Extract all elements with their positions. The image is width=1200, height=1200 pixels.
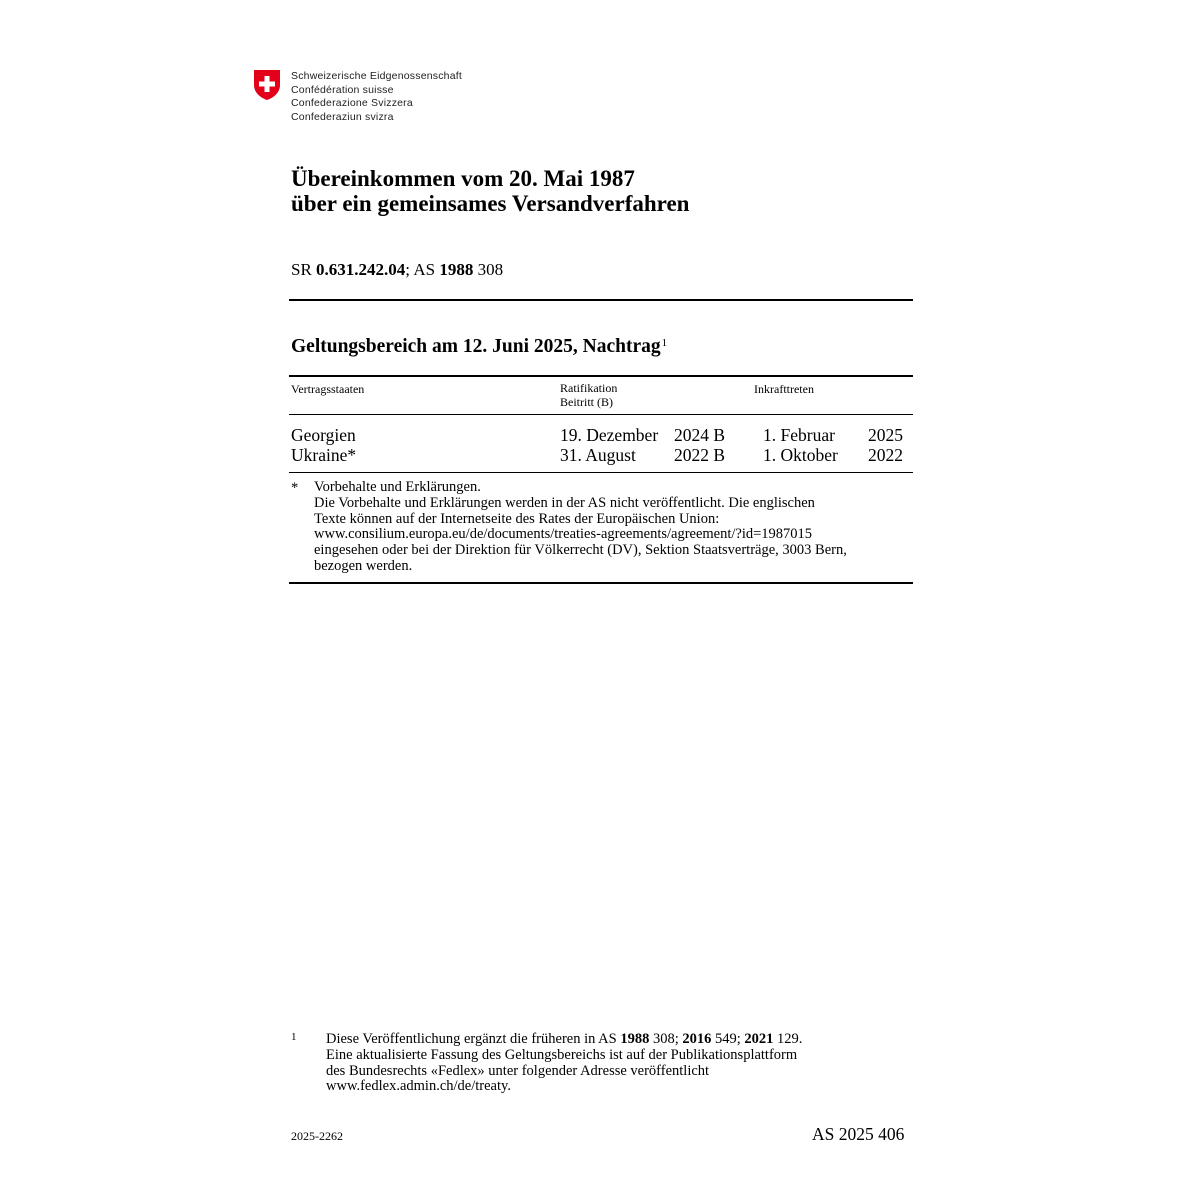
section-divider: [289, 299, 913, 301]
footnote-year-1988: 1988: [620, 1031, 650, 1047]
ratification-header-line-1: Ratifikation: [560, 381, 618, 395]
sr-prefix: SR: [291, 260, 317, 279]
column-header-entry-into-force: Inkrafttreten: [754, 382, 814, 396]
footnote-text-b: 308;: [649, 1031, 683, 1047]
state-name: Georgien: [291, 425, 356, 445]
ratification-year: 2024 B: [674, 425, 726, 445]
note-line: Vorbehalte und Erklärungen.: [314, 479, 481, 495]
note-line: bezogen werden.: [314, 557, 413, 574]
as-page: 308: [473, 260, 504, 279]
ratification-header-line-2: Beitritt (B): [560, 395, 613, 409]
table-top-rule: [289, 375, 913, 377]
confederation-name-de: Schweizerische Eidgenossenschaft: [291, 70, 462, 82]
ratification-date: 31. August: [560, 445, 636, 465]
note-line: eingesehen oder bei der Direktion für Völkerrecht (DV), Sektion Staatsverträge, 3003 Bern,: [314, 542, 847, 559]
column-header-states: Vertragsstaaten: [291, 382, 365, 396]
footnote-line: des Bundesrechts «Fedlex» unter folgender Adresse veröffentlicht: [326, 1062, 710, 1079]
entry-date: 1. Februar: [763, 425, 835, 445]
footnote-text-d: 129.: [773, 1031, 803, 1047]
column-header-ratification: [560, 381, 617, 409]
ratification-year: 2022 B: [674, 445, 726, 465]
footnote-text-c: 549;: [711, 1031, 745, 1047]
document-title: [291, 166, 689, 216]
note-line: Die Vorbehalte und Erklärungen werden in der AS nicht veröffentlicht. Die englischen: [314, 494, 815, 511]
footnote-year-2016: 2016: [682, 1031, 712, 1047]
sr-number: 0.631.242.04: [316, 260, 406, 279]
entry-date: 1. Oktober: [763, 445, 838, 465]
document-number: 2025-2262: [291, 1129, 343, 1143]
confederation-name-rm: Confederaziun svizra: [291, 110, 394, 123]
confederation-names: [291, 70, 462, 124]
table-header-rule: [289, 414, 913, 415]
footnote-line: [326, 1032, 802, 1048]
entry-year: 2025: [868, 425, 903, 445]
note-line: Texte können auf der Internetseite des Rates der Europäischen Union:: [314, 510, 720, 527]
sr-reference: [291, 260, 503, 280]
as-year: 1988: [439, 260, 474, 279]
confederation-name-it: Confederazione Svizzera: [291, 97, 413, 110]
title-line-1: Übereinkommen vom 20. Mai 1987: [291, 166, 635, 191]
title-line-2: über ein gemeinsames Versandverfahren: [291, 191, 690, 216]
as-reference: AS 2025 406: [812, 1124, 905, 1144]
entry-year: 2022: [868, 445, 903, 465]
footnote-text-a: Diese Veröffentlichung ergänzt die früheren in AS: [326, 1031, 621, 1047]
state-name: Ukraine*: [291, 445, 357, 465]
scope-heading: [291, 336, 667, 358]
confederation-name-fr: Confédération suisse: [291, 83, 394, 96]
footnote-text: [326, 1032, 802, 1095]
note-marker: *: [291, 480, 299, 496]
footnote-year-2021: 2021: [744, 1031, 774, 1047]
footnote-reference: 1: [661, 337, 668, 349]
footnote-url: www.fedlex.admin.ch/de/treaty.: [326, 1078, 511, 1095]
note-url: www.consilium.europa.eu/de/documents/treaties-agreements/agreement/?id=1987015: [314, 526, 813, 543]
sr-separator: ; AS: [405, 260, 440, 279]
footnote-marker: 1: [291, 1031, 297, 1043]
reservations-note: [314, 480, 914, 575]
ratification-date: 19. Dezember: [560, 425, 659, 445]
swiss-coat-of-arms-icon: [253, 69, 281, 101]
scope-heading-text: Geltungsbereich am 12. Juni 2025, Nachtrag: [291, 336, 661, 357]
footnote-line: Eine aktualisierte Fassung des Geltungsbereichs ist auf der Publikationsplattform: [326, 1046, 798, 1063]
table-body-rule: [289, 472, 913, 473]
table-bottom-rule: [289, 582, 913, 584]
